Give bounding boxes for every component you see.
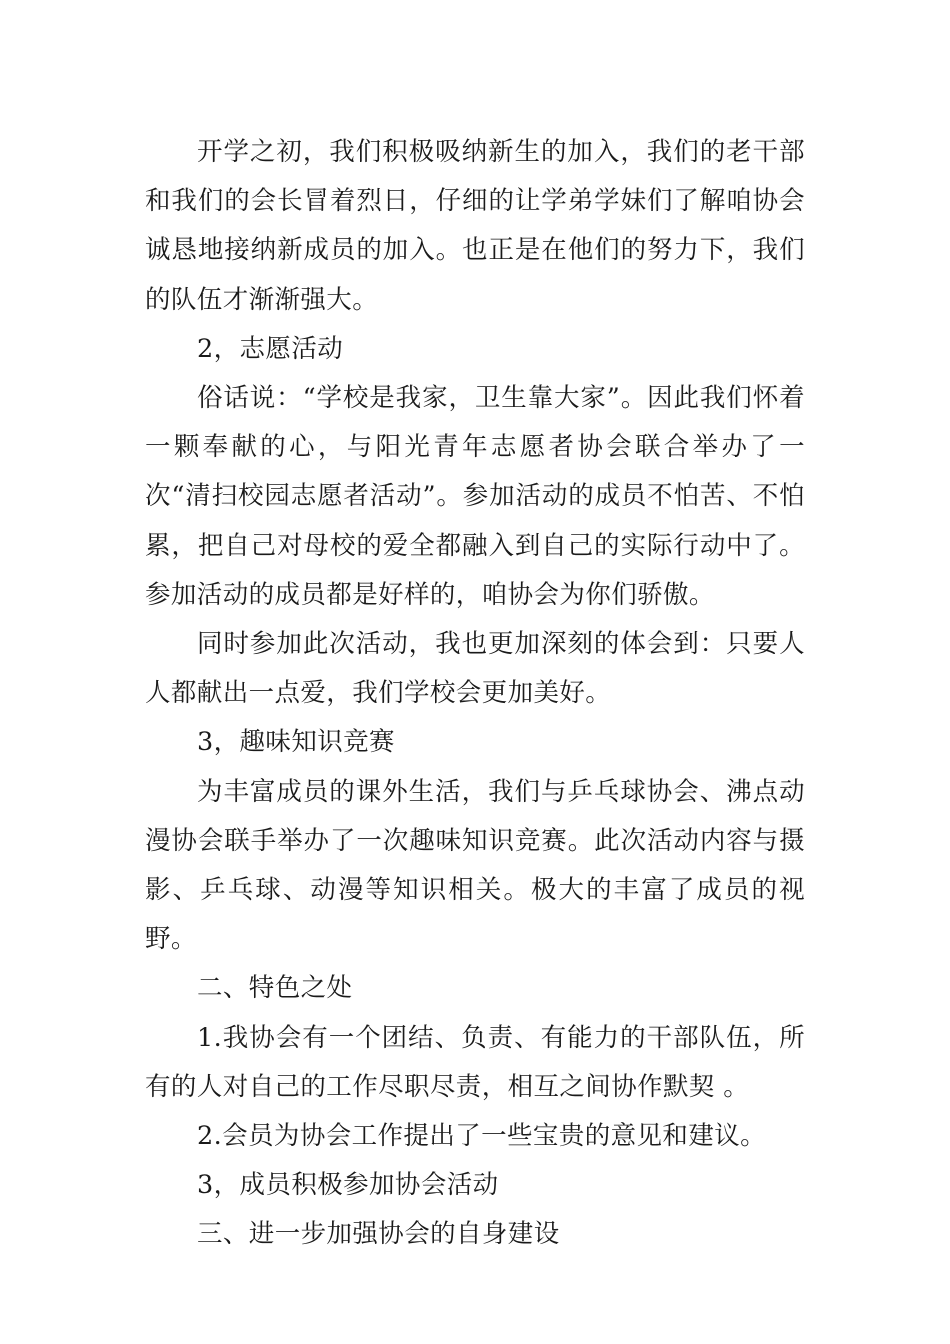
paragraph-reflection: 同时参加此次活动，我也更加深刻的体会到：只要人人都献出一点爱，我们学校会更加美好。 [145, 629, 805, 709]
heading-self-improvement: 三、进一步加强协会的自身建设 [197, 1219, 560, 1250]
heading-quiz-contest: 3，趣味知识竞赛 [197, 727, 395, 758]
list-item-feature-2: 2.会员为协会工作提出了一些宝贵的意见和建议。 [197, 1121, 767, 1152]
paragraph-quiz: 为丰富成员的课外生活，我们与乒乓球协会、沸点动漫协会联手举办了一次趣味知识竞赛。此次活动内容与摄影、乒乓球、动漫等知识相关。极大的丰富了成员的视野。 [145, 776, 805, 955]
heading-features: 二、特色之处 [197, 973, 353, 1004]
list-item-feature-1: 1.我协会有一个团结、负责、有能力的干部队伍，所有的人对自己的工作尽职尽责，相互之间协作默契 。 [145, 1022, 805, 1102]
heading-volunteer-activity: 2，志愿活动 [197, 333, 344, 364]
list-item-feature-3: 3，成员积极参加协会活动 [197, 1170, 499, 1201]
paragraph-recruitment: 开学之初，我们积极吸纳新生的加入，我们的老干部和我们的会长冒着烈日，仔细的让学弟学妹们了解咱协会诚恳地接纳新成员的加入。也正是在他们的努力下，我们的队伍才渐渐强大。 [145, 137, 805, 315]
document-body [145, 128, 805, 1260]
paragraph-volunteer: 俗话说：“学校是我家，卫生靠大家”。因此我们怀着一颗奉献的心，与阳光青年志愿者协会联合举办了一次“清扫校园志愿者活动”。参加活动的成员不怕苦、不怕累，把自己对母校的爱全都融入到自己的实际行动中了。参加活动的成员都是好样的，咱协会为你们骄傲。 [145, 383, 805, 610]
